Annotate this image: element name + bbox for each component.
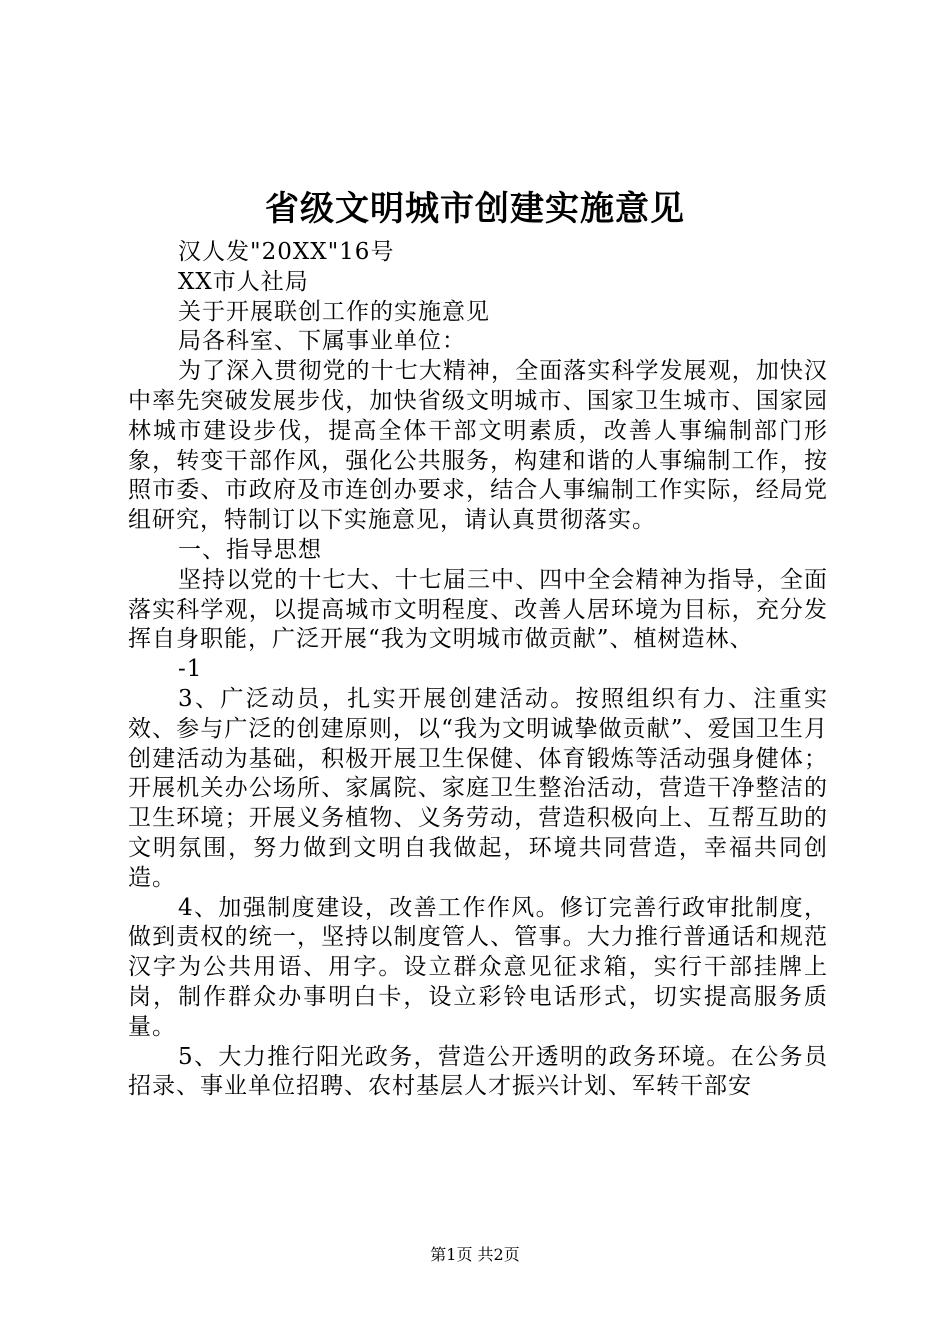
document-title: 省级文明城市创建实施意见	[265, 189, 685, 229]
paragraph-item-5: 5、大力推行阳光政务，营造公开透明的政务环境。在公务员招录、事业单位招聘、农村基层人才振兴计划、军转干部安	[128, 1043, 828, 1100]
issuing-agency: XX市人社局	[178, 268, 309, 295]
page-footer: 第1页 共2页	[430, 1245, 520, 1264]
section-heading-guiding-ideology: 一、指导思想	[178, 536, 322, 563]
document-addressee: 局各科室、下属事业单位：	[178, 328, 466, 355]
paragraph-item-4: 4、加强制度建设，改善工作作风。修订完善行政审批制度，做到责权的统一，坚持以制度管人、管事。大力推行普通话和规范汉字为公共用语、用字。设立群众意见征求箱，实行干部挂牌上岗，制作群众办事明白卡，设立彩铃电话形式，切实提高服务质量。	[128, 894, 828, 1040]
paragraph-item-3: 3、广泛动员，扎实开展创建活动。按照组织有力、注重实效、参与广泛的创建原则，以“我为文明诚挚做贡献”、爱国卫生月创建活动为基础，积极开展卫生保健、体育锻炼等活动强身健体；开展机关办公场所、家属院、家庭卫生整治活动，营造干净整洁的卫生环境；开展义务植物、义务劳动，营造积极向上、互帮互助的文明氛围，努力做到文明自我做起，环境共同营造，幸福共同创造。	[128, 685, 828, 891]
paragraph-guiding-ideology: 坚持以党的十七大、十七届三中、四中全会精神为指导，全面落实科学观，以提高城市文明程度、改善人居环境为目标，充分发挥自身职能，广泛开展“我为文明城市做贡献”、植树造林、	[128, 566, 828, 653]
paragraph-intro: 为了深入贯彻党的十七大精神，全面落实科学发展观，加快汉中率先突破发展步伐，加快省级文明城市、国家卫生城市、国家园林城市建设步伐，提高全体干部文明素质，改善人事编制部门形象，转变干部作风，强化公共服务，构建和谐的人事编制工作，按照市委、市政府及市连创办要求，结合人事编制工作实际，经局党组研究，特制订以下实施意见，请认真贯彻落实。	[128, 358, 828, 534]
page-marker: -1	[178, 656, 203, 683]
document-body	[128, 238, 828, 1102]
document-number: 汉人发"20XX"16号	[178, 239, 395, 265]
document-subject: 关于开展联创工作的实施意见	[178, 298, 490, 325]
